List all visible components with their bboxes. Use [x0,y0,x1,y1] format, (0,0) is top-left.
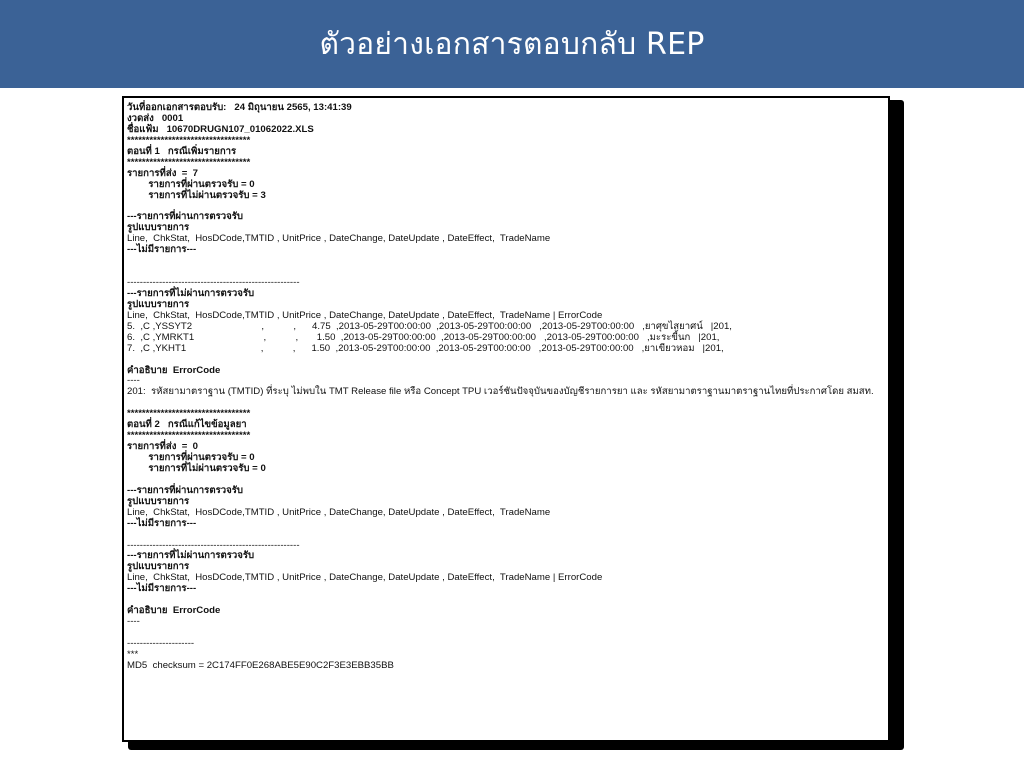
document-line: ---รายการที่ไม่ผ่านการตรวจรับ [127,287,255,299]
document-line [127,595,888,606]
document-line: รายการที่ส่ง = 0 [127,441,198,453]
document-line: ---ไม่มีรายการ--- [127,244,197,256]
document-line: 7. ,C ,YKHT1 , , 1.50 ,2013-05-29T00:00:00 ,2013-05-29T00:00:00 ,2013-05-29T00:00:00 ,ยาเขียวหอม |201, [127,342,724,354]
document-line: ตอนที่ 1 กรณีเพิ่มรายการ [127,145,237,157]
document-line: Line, ChkStat, HosDCode,TMTID , UnitPrice , DateChange, DateUpdate , DateEffect, TradeName | ErrorCode [127,309,603,321]
document-line: ********************************* [127,156,251,168]
document-line [127,628,888,639]
document-line: งวดส่ง 0001 [127,112,184,124]
document-line: คำอธิบาย ErrorCode [127,605,221,617]
document-line: *** [127,648,139,660]
document-line: รายการที่ส่ง = 7 [127,167,198,179]
document-line: ------------------------------------------------------ [127,539,300,551]
document-line: ********************************* [127,408,251,420]
document-line: 201: รหัสยามาตราฐาน (TMTID) ที่ระบุ ไม่พบใน TMT Release file หรือ Concept TPU เวอร์ชันปัจจุบันของบัญชีรายการยา และ รหัสยามาตราฐานมาตราฐานไทยที่ประกาศโดย สมสท. [127,386,874,398]
document-line: 6. ,C ,YMRKT1 , , 1.50 ,2013-05-29T00:00:00 ,2013-05-29T00:00:00 ,2013-05-29T00:00:00 ,มะระขี้นก |201, [127,331,720,343]
document-line: ตอนที่ 2 กรณีแก้ไขข้อมูลยา [127,419,247,431]
document-line: ********************************* [127,134,251,146]
document-line: คำอธิบาย ErrorCode [127,364,221,376]
document-line: รูปแบบรายการ [127,561,190,573]
document-line: ---- [127,375,140,387]
document-line: ---- [127,616,140,628]
document-line: รูปแบบรายการ [127,298,190,310]
document-line: รูปแบบรายการ [127,222,190,234]
document-line: รายการที่ไม่ผ่านตรวจรับ = 3 [127,189,266,201]
document-line: ---ไม่มีรายการ--- [127,517,197,529]
document-line [127,256,888,267]
document-line: --------------------- [127,637,195,649]
rep-document-viewer[interactable] [122,96,890,742]
document-line: ---รายการที่ไม่ผ่านการตรวจรับ [127,550,255,562]
document-line: Line, ChkStat, HosDCode,TMTID , UnitPrice , DateChange, DateUpdate , DateEffect, TradeName [127,233,551,245]
document-line: 5. ,C ,YSSYT2 , , 4.75 ,2013-05-29T00:00:00 ,2013-05-29T00:00:00 ,2013-05-29T00:00:00 ,ยาศุขไสยาศน์ |201, [127,320,732,332]
document-line: ---รายการที่ผ่านการตรวจรับ [127,484,243,496]
document-line: วันที่ออกเอกสารตอบรับ: 24 มิถุนายน 2565, 13:41:39 [127,102,352,113]
document-line: Line, ChkStat, HosDCode,TMTID , UnitPrice , DateChange, DateUpdate , DateEffect, TradeName [127,506,551,518]
document-line: ---ไม่มีรายการ--- [127,583,197,595]
document-line: Line, ChkStat, HosDCode,TMTID , UnitPrice , DateChange, DateUpdate , DateEffect, TradeName | ErrorCode [127,572,603,584]
document-line [127,355,888,366]
document-line: ชื่อแฟ้ม 10670DRUGN107_01062022.XLS [127,123,314,135]
document-line: ------------------------------------------------------ [127,277,300,288]
document-line: รูปแบบรายการ [127,495,190,507]
document-line [127,530,888,541]
title-banner [0,0,1024,88]
document-text [127,103,888,672]
document-line: รายการที่ผ่านตรวจรับ = 0 [127,178,255,190]
slide-title: ตัวอย่างเอกสารตอบกลับ REP [319,26,705,62]
document-line: ---รายการที่ผ่านการตรวจรับ [127,211,243,223]
document-line: ********************************* [127,430,251,442]
document-line: รายการที่ไม่ผ่านตรวจรับ = 0 [127,462,266,474]
document-line: รายการที่ผ่านตรวจรับ = 0 [127,452,255,463]
document-line: MD5 checksum = 2C174FF0E268ABE5E90C2F3E3EBB35BB [127,659,394,671]
